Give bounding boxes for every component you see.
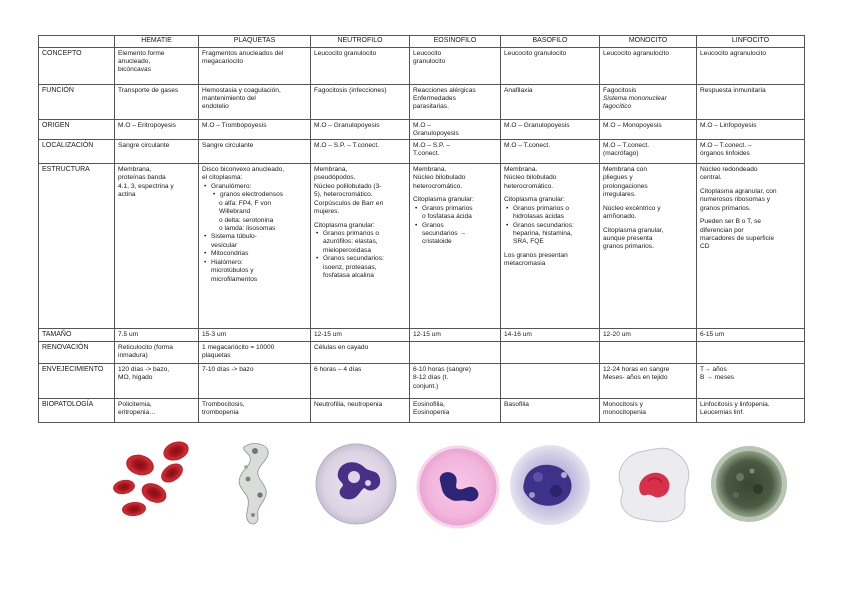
cell-text: Citoplasma granular: <box>504 196 565 204</box>
cell-text: Fagocitosis <box>603 86 637 94</box>
bullet-list <box>202 183 307 284</box>
cell: 6-10 horas (sangre) 8-12 días (t. conjunt.) <box>410 364 501 399</box>
sub-bullet-list <box>211 191 307 199</box>
cell: Leucocito granulocito <box>311 48 410 85</box>
row-label: ESTRUCTURA <box>39 164 115 329</box>
row-label: TAMAÑO <box>39 329 115 342</box>
list-item: • Granos secundarios → cristaloide <box>422 222 497 247</box>
row-label: FUNCIÓN <box>39 85 115 120</box>
row-biopatologia <box>39 399 805 423</box>
list-item: • Granos primarios o fosfatasa ácida <box>422 205 497 222</box>
cell: M.O – Granulopoyesis <box>311 120 410 140</box>
cell: Anafilaxia <box>501 85 600 120</box>
cell-text: Los granos presentan metacromasia <box>504 251 568 268</box>
blood-cells-table <box>38 35 805 423</box>
cell: M.O – T.conect. (macrófago) <box>600 140 697 164</box>
cell: Hemostasia y coagulación, mantenimiento del endotelio <box>199 85 311 120</box>
cell-illustrations <box>100 437 820 547</box>
cell: Basofilia <box>501 399 600 423</box>
cell: Reticulocito (forma inmadura) <box>115 342 199 364</box>
cell: Leucocito granulocito <box>410 48 501 85</box>
list-item: • Granos primarios o hidrolasas ácidas <box>513 205 596 222</box>
list-item: • Granos secundarios: isoenz, proteasas, fosfatasa alcalina <box>323 255 406 280</box>
cell <box>697 342 805 364</box>
header-basofilo: BASOFILO <box>501 36 600 48</box>
cell-text: Membrana con pliegues y prolongaciones irregulares. <box>603 165 648 199</box>
monocyte-image <box>610 443 696 527</box>
cell-text: Citoplasma granular: <box>314 221 375 229</box>
cell: Trombocitosis, trombopenia <box>199 399 311 423</box>
cell-text: Núcleo excéntrico y arriñonado. <box>603 204 661 221</box>
cell: Neutrofilia, neutropenia <box>311 399 410 423</box>
list-item <box>211 183 307 234</box>
cell-text: Membrana, pseudópodos. Núcleo polilobulado (3- 5), heterocromático. <box>314 165 382 199</box>
cell <box>501 364 600 399</box>
sub-item: o delta: serotonina <box>219 216 274 224</box>
basophil-image <box>504 439 596 531</box>
cell: 14-16 um <box>501 329 600 342</box>
list-item: • Granos secundarios: heparina, histamina, SRA, FQE <box>513 222 596 247</box>
cell-text: Núcleo redondeado central. <box>700 165 758 182</box>
cell: 15-3 um <box>199 329 311 342</box>
cell: M.O – S.P. – T.conect. <box>410 140 501 164</box>
cell: Fagocitosis (infecciones) <box>311 85 410 120</box>
cell-text: Pueden ser B o T, se diferencian por marcadores de superficie CD <box>700 218 775 251</box>
row-envejecimiento <box>39 364 805 399</box>
platelets-image <box>222 437 292 529</box>
row-tamano <box>39 329 805 342</box>
cell <box>600 164 697 329</box>
cell: Respuesta inmunitaria <box>697 85 805 120</box>
cell: Transporte de gases <box>115 85 199 120</box>
header-hematie: HEMATIE <box>115 36 199 48</box>
header-eosinofilo: EOSINOFILO <box>410 36 501 48</box>
row-concepto <box>39 48 805 85</box>
cell <box>410 342 501 364</box>
cell: Sangre circulante <box>199 140 311 164</box>
row-label: LOCALIZACIÓN <box>39 140 115 164</box>
cell: Monocitosis y monocitopenia <box>600 399 697 423</box>
neutrophil-image <box>310 439 402 529</box>
cell: Eosinofilia, Eosinopenia <box>410 399 501 423</box>
cell <box>600 85 697 120</box>
cell-text: Citoplasma granular, aunque presenta granos primarios. <box>603 226 664 251</box>
cell <box>311 164 410 329</box>
cell: M.O – T.conect. – órganos linfoides <box>697 140 805 164</box>
cell: Fragmentos anucleados del megacariocito <box>199 48 311 85</box>
cell: M.O – Granulopoyesis <box>501 120 600 140</box>
cell: 7.5 um <box>115 329 199 342</box>
row-label: BIOPATOLOGÍA <box>39 399 115 423</box>
cell: Sangre circulante <box>115 140 199 164</box>
list-item: • Hialómero: microtúbulos y microfilamentos <box>211 259 307 284</box>
row-origen <box>39 120 805 140</box>
list-item: • Mitocondrias <box>211 250 307 258</box>
row-label: RENOVACIÓN <box>39 342 115 364</box>
header-linfocito: LINFOCITO <box>697 36 805 48</box>
red-blood-cells-image <box>106 439 198 519</box>
list-item: • Sistema túbulo- vesicular <box>211 233 307 250</box>
header-row <box>39 36 805 48</box>
cell: M.O – T.conect. <box>501 140 600 164</box>
row-label: CONCEPTO <box>39 48 115 85</box>
cell: T→ años B → meses <box>697 364 805 399</box>
cell-text: Citoplasma granular: <box>413 196 474 204</box>
row-renovacion <box>39 342 805 364</box>
cell: M.O – S.P. – T.conect. <box>311 140 410 164</box>
cell: Células en cayado <box>311 342 410 364</box>
cell: 6 horas – 4 días <box>311 364 410 399</box>
header-monocito: MONOCITO <box>600 36 697 48</box>
cell <box>501 164 600 329</box>
cell: 1 megacariócito = 10000 plaquetas <box>199 342 311 364</box>
cell: M.O – Monopoyesis <box>600 120 697 140</box>
bullet-list <box>504 205 596 247</box>
row-estructura <box>39 164 805 329</box>
cell: Membrana, proteínas banda 4.1, 3, espectrina y actina <box>115 164 199 329</box>
cell: Leucocito granulocito <box>501 48 600 85</box>
cell-text: Corpúsculos de Barr en mujeres. <box>314 199 384 216</box>
bullet-list <box>413 205 497 247</box>
sub-item: o alfa: FP4, F von Willebrand <box>219 199 272 216</box>
header-neutrofilo: NEUTROFILO <box>311 36 410 48</box>
cell <box>410 164 501 329</box>
header-corner <box>39 36 115 48</box>
cell <box>697 164 805 329</box>
cell <box>199 164 311 329</box>
cell: 120 días -> bazo, MO, hígado <box>115 364 199 399</box>
eosinophil-image <box>410 439 506 535</box>
cell-text: Disco biconvexo anucleado, el citoplasma: <box>202 165 285 182</box>
lymphocyte-image <box>706 441 792 527</box>
cell: 12-20 um <box>600 329 697 342</box>
cell: Policitemia, eritropenia… <box>115 399 199 423</box>
row-label: ENVEJECIMIENTO <box>39 364 115 399</box>
cell: M.O – Eritropoyesis <box>115 120 199 140</box>
cell: M.O – Trombopoyesis <box>199 120 311 140</box>
cell: Leucocito agranulocito <box>600 48 697 85</box>
cell: Linfocitosis y linfopenia. Leucemias linf. <box>697 399 805 423</box>
cell: Elemento forme anucleado, bicóncavas <box>115 48 199 85</box>
list-item-text: Granulómero: <box>211 182 252 190</box>
cell: 6-15 um <box>697 329 805 342</box>
cell-text: Membrana. Núcleo bilobulado heterocromático. <box>413 165 466 190</box>
cell: M.O – Granulopoyesis <box>410 120 501 140</box>
cell: 7-10 días -> bazo <box>199 364 311 399</box>
cell-text: Membrana. Núcleo bilobulado heterocromático. <box>504 165 557 190</box>
cell: Leucocito agranulocito <box>697 48 805 85</box>
list-item: • granos electrodensos <box>220 191 307 199</box>
cell <box>600 342 697 364</box>
sub-item: o lamda: lisosomas <box>219 224 276 232</box>
cell: M.O – Linfopoyesis <box>697 120 805 140</box>
cell: Reacciones alérgicas Enfermedades parasitarias. <box>410 85 501 120</box>
cell-text: Citoplasma agranular, con numerosos ribosomas y granos primarios. <box>700 187 777 212</box>
header-plaquetas: PLAQUETAS <box>199 36 311 48</box>
cell: 12-24 horas en sangre Meses- años en tejido <box>600 364 697 399</box>
cell <box>501 342 600 364</box>
list-item: • Granos primarios o azurófilos: elastas, mieloperoxidasa <box>323 230 406 255</box>
row-label: ORIGEN <box>39 120 115 140</box>
cell: 12-15 um <box>311 329 410 342</box>
cell: 12-15 um <box>410 329 501 342</box>
row-funcion <box>39 85 805 120</box>
row-localizacion <box>39 140 805 164</box>
cell-text-italic: Sistema mononuclear fagocítico <box>603 94 667 111</box>
bullet-list <box>314 230 406 281</box>
